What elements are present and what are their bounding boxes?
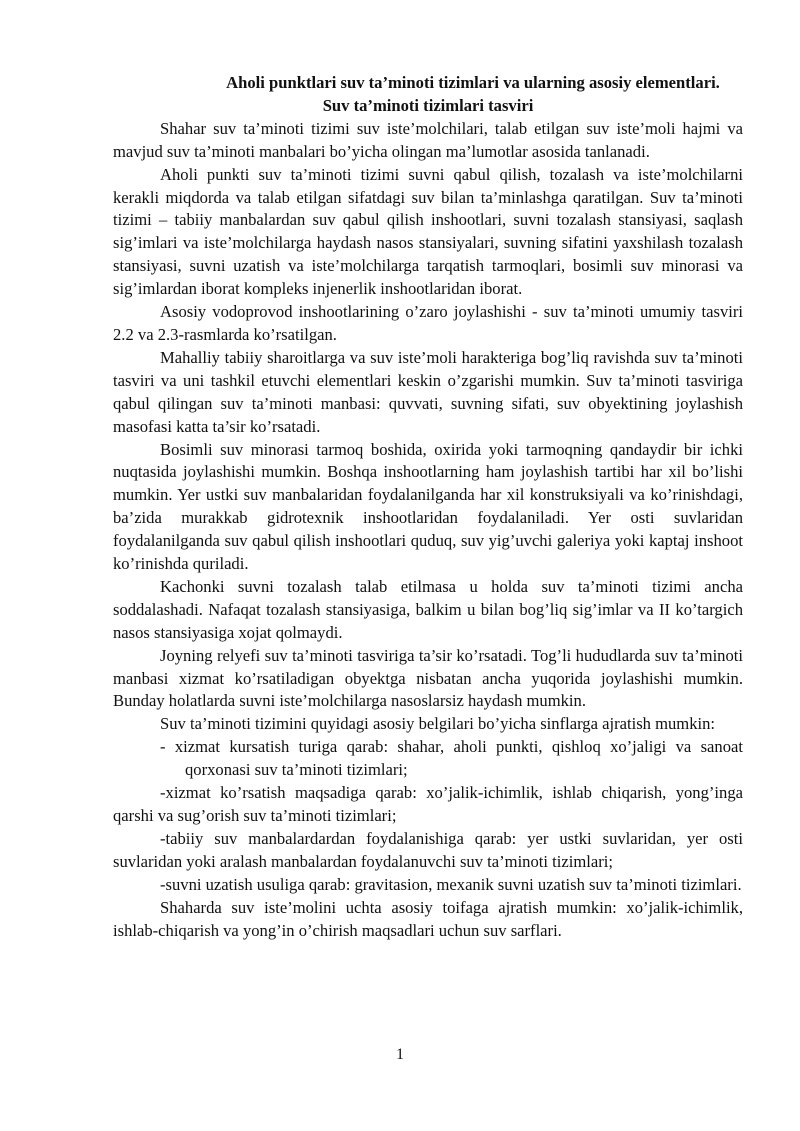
paragraph-7: Joyning relyefi suv ta’minoti tasviriga ta’sir ko’rsatadi. Tog’li hududlarda suv ta’minoti manbasi xizmat ko’rsatiladigan obyektga nisbatan ancha yuqorida joylashishi mumkin. Bunday holatlarda suvni iste’molchilarga nasoslarsiz haydash mumkin. [113, 645, 743, 711]
document-page [113, 72, 743, 942]
title-line-2: Suv ta’minoti tizimlari tasviri [322, 95, 534, 115]
paragraph-5: Bosimli suv minorasi tarmoq boshida, oxirida yoki tarmoqning qandaydir bir ichki nuqtasida joylashishi mumkin. Boshqa inshootlarning ham joylashish tartibi har xil bo’lishi mumkin. Yer ustki suv manbalaridan foydalanilganda har xil konstruksiyali va ko’rinishdagi, ba’zida murakkab gidrotexnik inshootlaridan foydalaniladi. Yer osti suvlaridan foydalanilganda suv qabul qilish inshootlari quduq, suv yig’uvchi galeriya yoki kaptaj inshoot ko’rinishda quriladi. [113, 439, 743, 574]
paragraph-2: Aholi punkti suv ta’minoti tizimi suvni qabul qilish, tozalash va iste’molchilarni kerakli miqdorda va talab etilgan sifatdagi suv bilan ta’minlashga qaratilgan. Suv ta’minoti tizimi – tabiiy manbalardan suv qabul qilish inshootlari, suvni tozalash stansiyasi, saqlash sig’imlari va iste’molchilarga haydash nasos stansiyalari, suvning sifatini yaxshilash tozalash stansiyasi, suvni uzatish va iste’molchilarga tarqatish tarmoqlari, bosimli suv minorasi va sig’imlardan iborat kompleks injenerlik inshootlaridan iborat. [113, 164, 743, 299]
paragraph-6: Kachonki suvni tozalash talab etilmasa u holda suv ta’minoti tizimi ancha soddalashadi. Nafaqat tozalash stansiyasiga, balkim u bilan bog’liq sig’imlar va II ko’targich nasos stansiyasiga xojat qolmaydi. [113, 576, 743, 642]
paragraph-1: Shahar suv ta’minoti tizimi suv iste’molchilari, talab etilgan suv iste’moli hajmi va mavjud suv ta’minoti manbalari bo’yicha olingan ma’lumotlar asosida tanlanadi. [113, 118, 743, 161]
paragraph-4: Mahalliy tabiiy sharoitlarga va suv iste’moli harakteriga bog’liq ravishda suv ta’minoti tasviri va uni tashkil etuvchi elementlari keskin o’zgarishi mumkin. Suv ta’minoti tasviriga qabul qilingan suv ta’minoti manbasi: quvvati, suvning sifati, suv obyektining joylashish masofasi katta ta’sir ko’rsatadi. [113, 347, 743, 436]
list-item-2: -xizmat ko’rsatish maqsadiga qarab: xo’jalik-ichimlik, ishlab chiqarish, yong’inga qarshi va sug’orish suv ta’minoti tizimlari; [113, 783, 743, 825]
list-item-3: -tabiiy suv manbalardardan foydalanishiga qarab: yer ustki suvlaridan, yer osti suvlaridan yoki aralash manbalardan foydalanuvchi suv ta’minoti tizimlari; [113, 828, 743, 871]
document-title [113, 72, 743, 118]
paragraph-8: Suv ta’minoti tizimini quyidagi asosiy belgilari bo’yicha sinflarga ajratish mumkin: [160, 714, 716, 734]
title-line-1: Aholi punktlari suv ta’minoti tizimlari va ularning asosiy elementlari. [226, 73, 720, 92]
list-item-1: - xizmat kursatish turiga qarab: shahar, aholi punkti, qishloq xo’jaligi va sanoat qorxonasi suv ta’minoti tizimlari; [160, 737, 743, 780]
page-number: 1 [396, 1046, 404, 1063]
list-item-4: -suvni uzatish usuliga qarab: gravitasion, mexanik suvni uzatish suv ta’minoti tizimlari. [160, 874, 742, 894]
closing-paragraph: Shaharda suv iste’molini uchta asosiy toifaga ajratish mumkin: xo’jalik-ichimlik, ishlab-chiqarish va yong’in o’chirish maqsadlari uchun suv sarflari. [113, 897, 743, 940]
paragraph-3: Asosiy vodoprovod inshootlarining o’zaro joylashishi - suv ta’minoti umumiy tasviri 2.2 va 2.3-rasmlarda ko’rsatilgan. [113, 302, 743, 344]
